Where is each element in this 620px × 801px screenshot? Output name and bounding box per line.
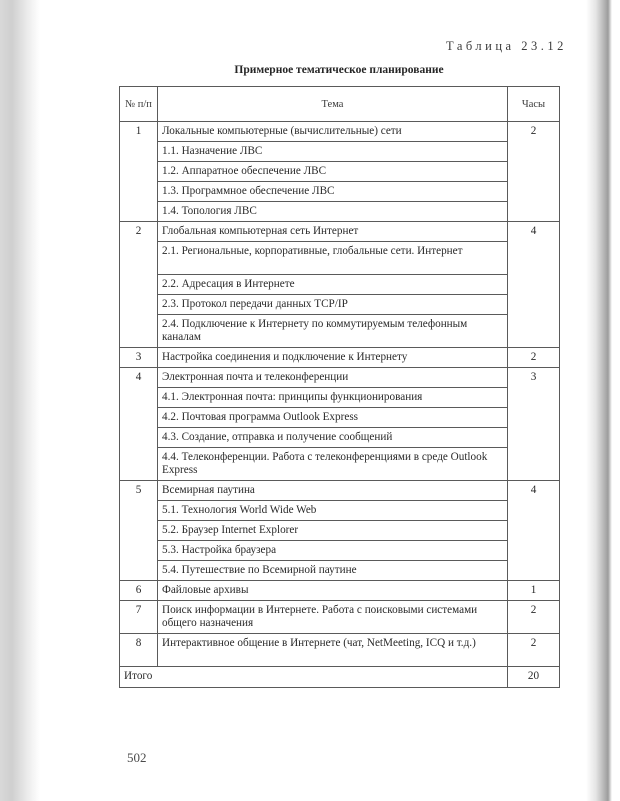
section-title: Интерактивное общение в Интернете (чат, NetMeeting, ICQ и т.д.) (158, 634, 508, 667)
section-title: Глобальная компьютерная сеть Интернет (158, 222, 508, 242)
section-title: Поиск информации в Интернете. Работа с поисковыми системами общего назначения (158, 601, 508, 634)
total-label: Итого (120, 667, 508, 688)
section-row (120, 348, 560, 368)
subtopic-row (120, 182, 560, 202)
header-hours: Часы (508, 87, 560, 122)
section-num: 7 (120, 601, 158, 634)
section-row (120, 368, 560, 388)
subtopic-row (120, 388, 560, 408)
subtopic: 4.1. Электронная почта: принципы функционирования (158, 388, 508, 408)
subtopic: 5.2. Браузер Internet Explorer (158, 521, 508, 541)
section-hours: 4 (508, 481, 560, 581)
subtopic-row (120, 521, 560, 541)
scan-left-edge (0, 0, 40, 801)
header-topic: Тема (158, 87, 508, 122)
total-hours: 20 (508, 667, 560, 688)
subtopic-row (120, 428, 560, 448)
section-num: 4 (120, 368, 158, 481)
section-hours: 2 (508, 348, 560, 368)
subtopic-row (120, 202, 560, 222)
page-number: 502 (127, 750, 147, 765)
subtopic: 5.4. Путешествие по Всемирной паутине (158, 561, 508, 581)
subtopic: 1.4. Топология ЛВС (158, 202, 508, 222)
section-row (120, 222, 560, 242)
subtopic-row (120, 275, 560, 295)
subtopic-row (120, 408, 560, 428)
section-hours: 2 (508, 634, 560, 667)
section-row (120, 601, 560, 634)
section-hours: 1 (508, 581, 560, 601)
subtopic: 4.3. Создание, отправка и получение сообщений (158, 428, 508, 448)
section-hours: 2 (508, 122, 560, 222)
section-row (120, 634, 560, 667)
subtopic: 1.3. Программное обеспечение ЛВС (158, 182, 508, 202)
section-title: Всемирная паутина (158, 481, 508, 501)
subtopic: 5.1. Технология World Wide Web (158, 501, 508, 521)
section-hours: 2 (508, 601, 560, 634)
subtopic: 1.2. Аппаратное обеспечение ЛВС (158, 162, 508, 182)
subtopic-row (120, 448, 560, 481)
subtopic: 2.2. Адресация в Интернете (158, 275, 508, 295)
subtopic-row (120, 162, 560, 182)
subtopic: 4.4. Телеконференции. Работа с телеконференциями в среде Outlook Express (158, 448, 508, 481)
header-row (120, 87, 560, 122)
section-title: Электронная почта и телеконференции (158, 368, 508, 388)
section-row (120, 481, 560, 501)
table-number: Таблица 23.12 (446, 39, 567, 53)
section-num: 6 (120, 581, 158, 601)
section-num: 1 (120, 122, 158, 222)
subtopic-row (120, 501, 560, 521)
subtopic: 5.3. Настройка браузера (158, 541, 508, 561)
subtopic-row (120, 242, 560, 275)
subtopic-row (120, 541, 560, 561)
subtopic: 4.2. Почтовая программа Outlook Express (158, 408, 508, 428)
subtopic-row (120, 295, 560, 315)
section-title: Файловые архивы (158, 581, 508, 601)
thematic-plan-table (119, 86, 560, 688)
section-num: 2 (120, 222, 158, 348)
subtopic-row (120, 561, 560, 581)
table-title: Примерное тематическое планирование (234, 64, 444, 76)
section-num: 3 (120, 348, 158, 368)
subtopic: 2.1. Региональные, корпоративные, глобальные сети. Интернет (158, 242, 508, 275)
section-row (120, 581, 560, 601)
subtopic-row (120, 142, 560, 162)
subtopic-row (120, 315, 560, 348)
subtopic: 2.4. Подключение к Интернету по коммутируемым телефонным каналам (158, 315, 508, 348)
section-num: 8 (120, 634, 158, 667)
section-num: 5 (120, 481, 158, 581)
total-row (120, 667, 560, 688)
section-hours: 3 (508, 368, 560, 481)
section-row (120, 122, 560, 142)
subtopic: 2.3. Протокол передачи данных TCP/IP (158, 295, 508, 315)
section-title: Настройка соединения и подключение к Интернету (158, 348, 508, 368)
scan-right-edge (586, 0, 620, 801)
section-title: Локальные компьютерные (вычислительные) сети (158, 122, 508, 142)
subtopic: 1.1. Назначение ЛВС (158, 142, 508, 162)
section-hours: 4 (508, 222, 560, 348)
header-num: № п/п (120, 87, 158, 122)
